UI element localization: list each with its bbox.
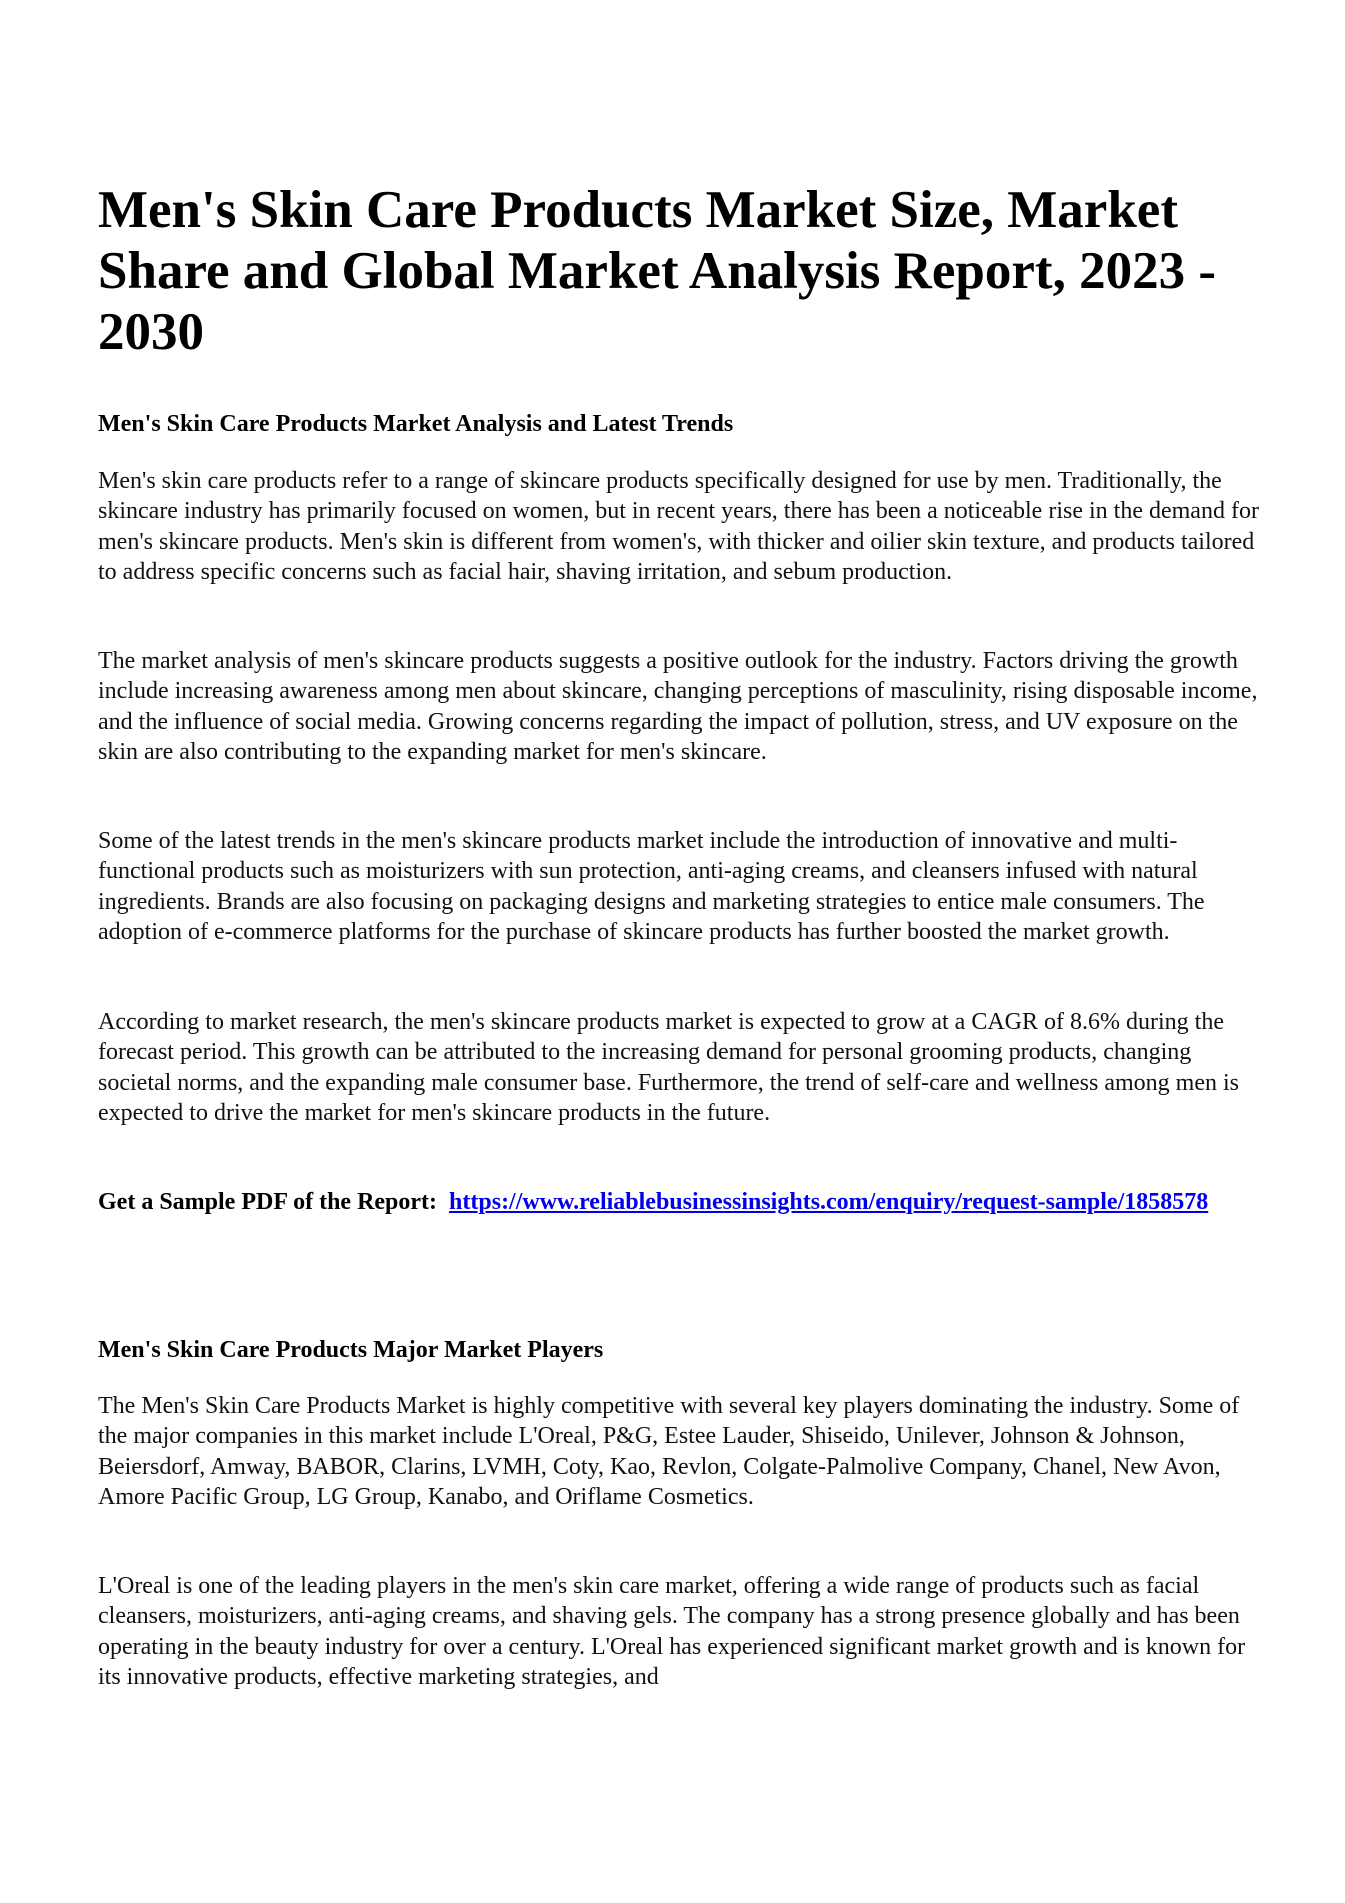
sample-pdf-label: Get a Sample PDF of the Report: (98, 1189, 438, 1215)
page-title: Men's Skin Care Products Market Size, Market Share and Global Market Analysis Report, 2023 - 2030 (98, 181, 1216, 361)
paragraph-latest-trends: Some of the latest trends in the men's skincare products market include the introduction of innovative and multi-functional products such as moisturizers with sun protection, anti-aging creams, and cleansers infused with natural ingredients. Brands are also focusing on packaging designs and marketing strategies to entice male consumers. The adoption of e-commerce platforms for the purchase of skincare products has further boosted the market growth. (98, 828, 1205, 946)
paragraph-market-players: The Men's Skin Care Products Market is highly competitive with several key players dominating the industry. Some of the major companies in this market include L'Oreal, P&G, Estee Lauder, Shiseido, Unilever, Johnson & Johnson, Beiersdorf, Amway, BABOR, Clarins, LVMH, Coty, Kao, Revlon, Colgate-Palmolive Company, Chanel, New Avon, Amore Pacific Group, LG Group, Kanabo, and Oriflame Cosmetics. (98, 1393, 1240, 1511)
section-heading-trends: Men's Skin Care Products Market Analysis and Latest Trends (98, 411, 734, 437)
sample-pdf-link[interactable]: https://www.reliablebusinessinsights.com/enquiry/request-sample/1858578 (449, 1189, 1209, 1215)
paragraph-cagr: According to market research, the men's skincare products market is expected to grow at a CAGR of 8.6% during the forecast period. This growth can be attributed to the increasing demand for personal grooming products, changing societal norms, and the expanding male consumer base. Furthermore, the trend of self-care and wellness among men is expected to drive the market for men's skincare products in the future. (98, 1009, 1239, 1127)
paragraph-intro: Men's skin care products refer to a range of skincare products specifically designed for use by men. Traditionally, the skincare industry has primarily focused on women, but in recent years, there has been a noticeable rise in the demand for men's skincare products. Men's skin is different from women's, with thicker and oilier skin texture, and products tailored to address specific concerns such as facial hair, shaving irritation, and sebum production. (98, 468, 1259, 586)
sample-pdf-line (98, 1187, 1228, 1217)
paragraph-loreal: L'Oreal is one of the leading players in the men's skin care market, offering a wide range of products such as facial cleansers, moisturizers, anti-aging creams, and shaving gels. The company has a strong presence globally and has been operating in the beauty industry for over a century. L'Oreal has experienced significant market growth and is known for its innovative products, effective marketing strategies, and (98, 1573, 1246, 1691)
section-heading-players: Men's Skin Care Products Major Market Players (98, 1337, 604, 1363)
paragraph-market-analysis: The market analysis of men's skincare products suggests a positive outlook for the industry. Factors driving the growth include increasing awareness among men about skincare, changing perceptions of masculinity, rising disposable income, and the influence of social media. Growing concerns regarding the impact of pollution, stress, and UV exposure on the skin are also contributing to the expanding market for men's skincare. (98, 648, 1258, 766)
